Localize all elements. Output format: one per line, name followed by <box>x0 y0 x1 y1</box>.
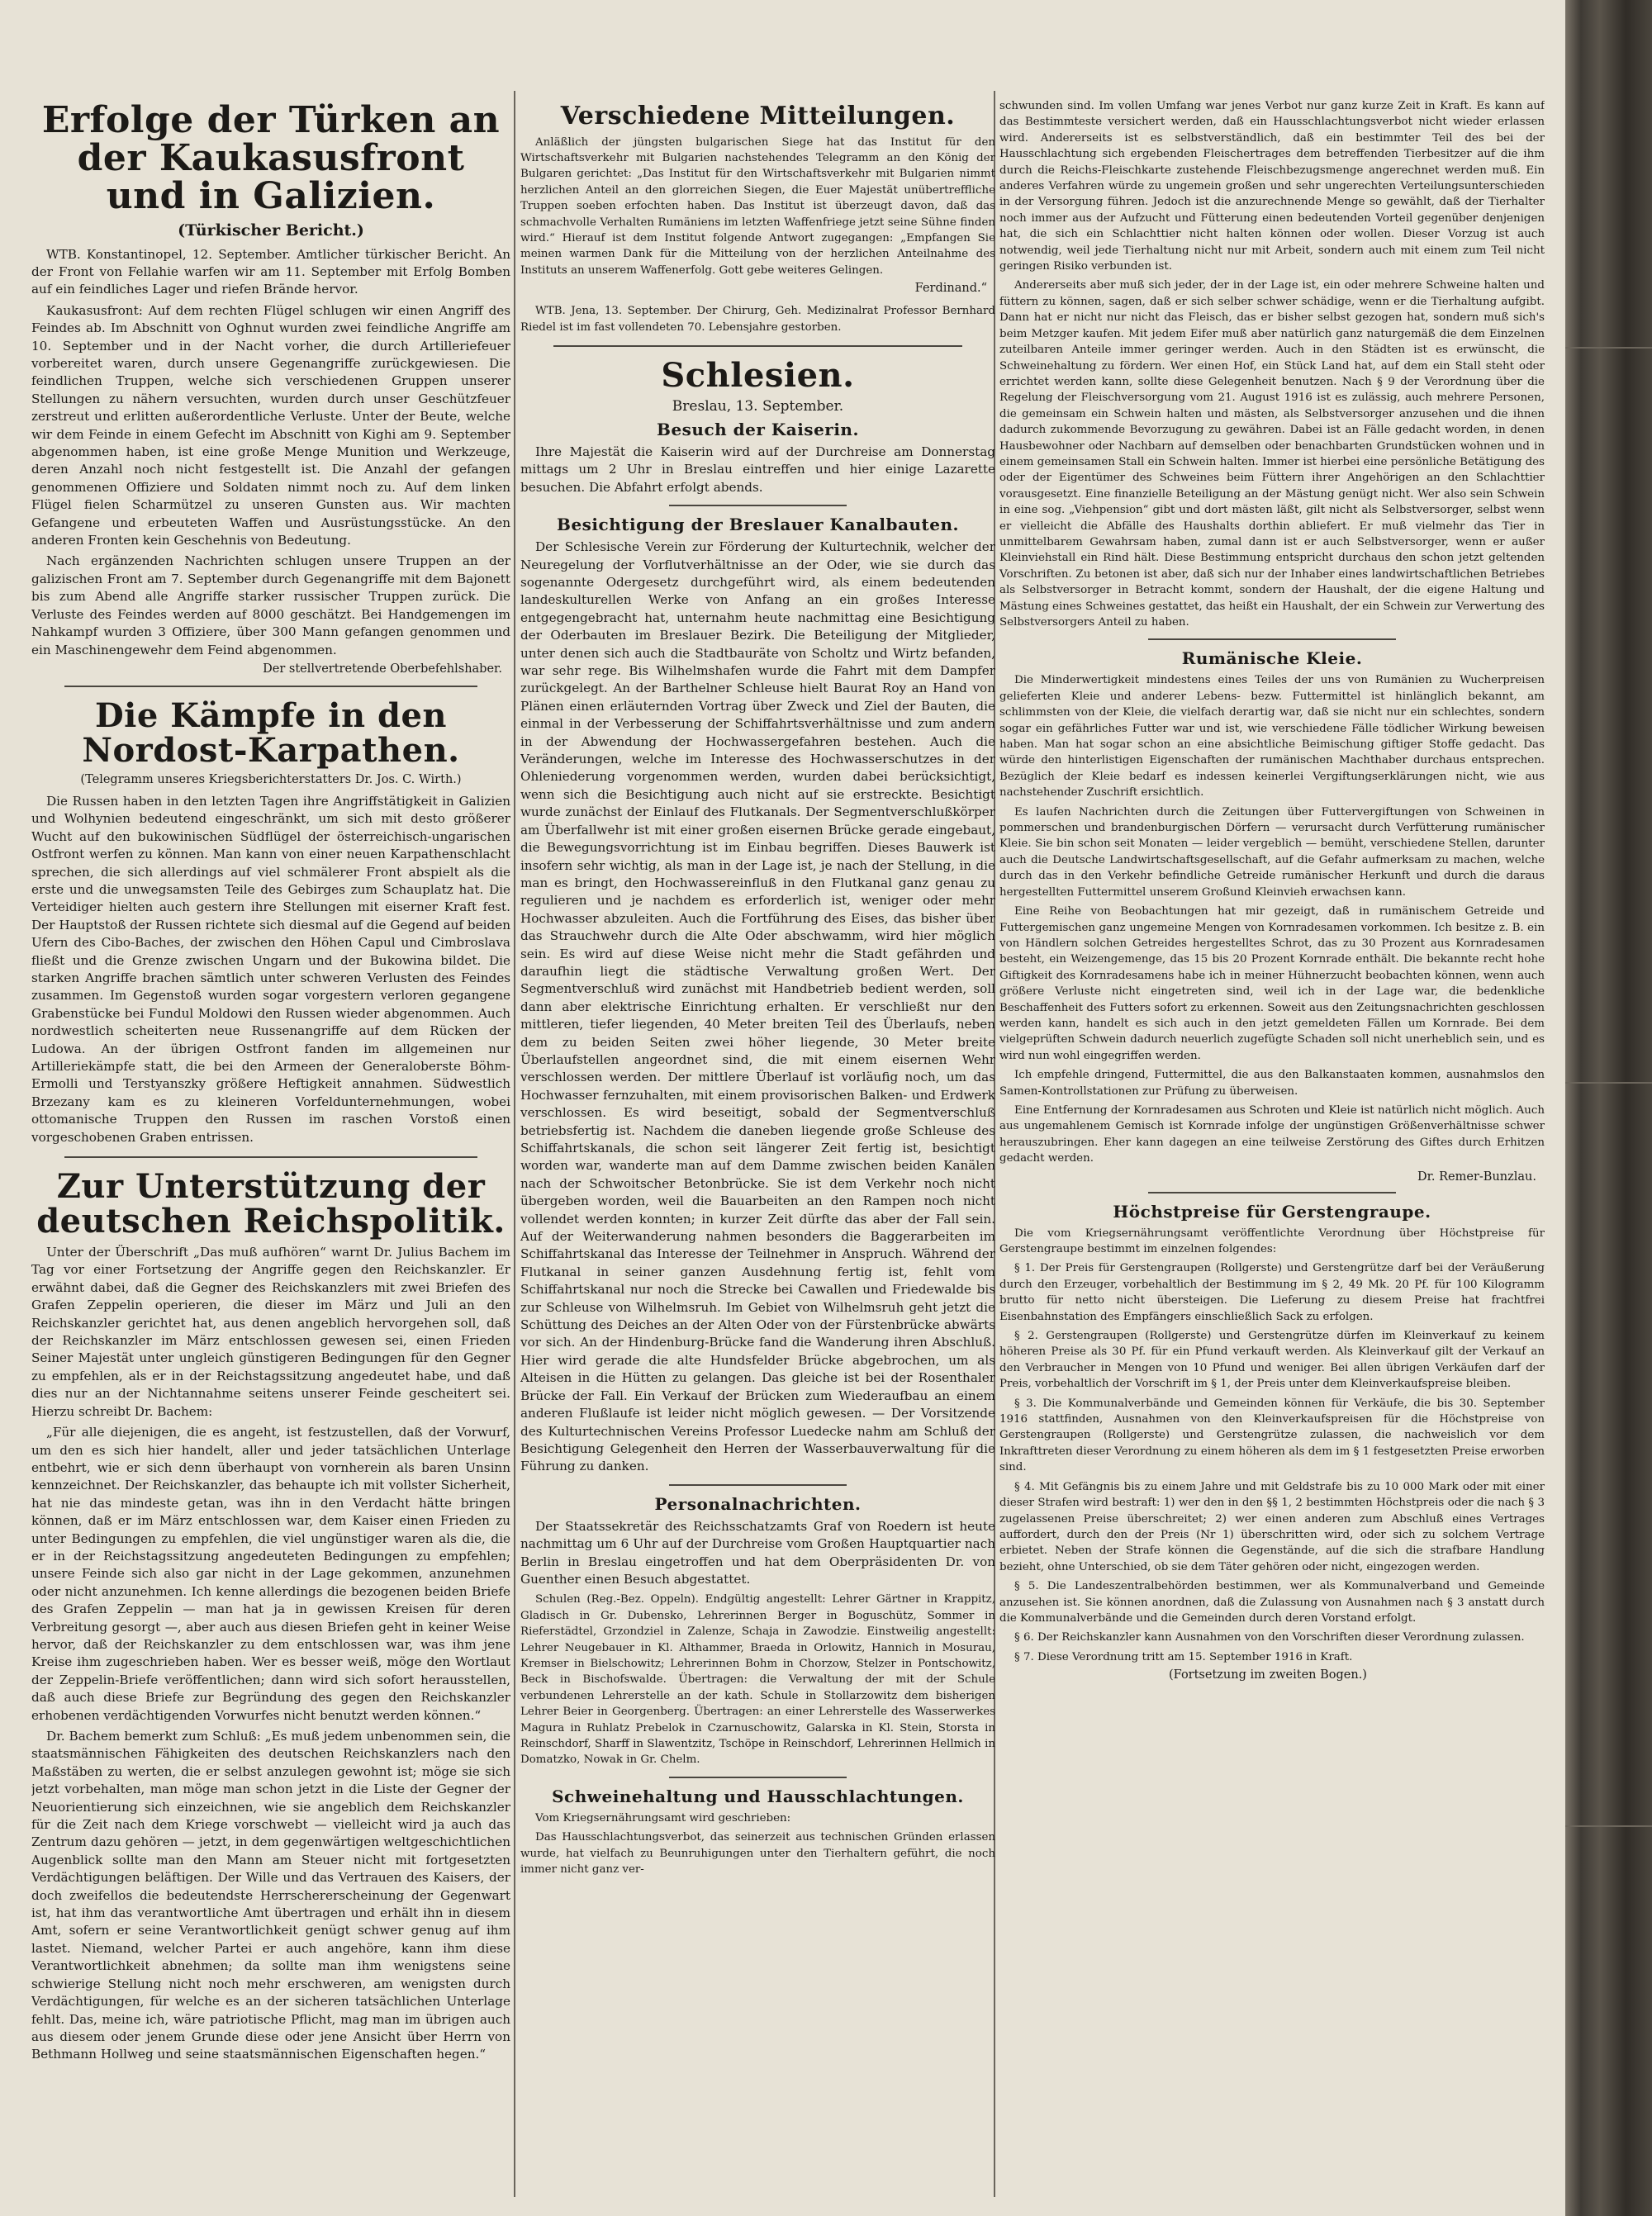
article-paragraph: Eine Reihe von Beobachtungen hat mir gezeigt, daß in rumänischem Getreide und Futtergemischen ganz ungemeine Mengen von Kornradesamen vorkommen. Ich besitze z. B. ein von Händlern solchen Getreides hergestelltes Schrot, das zu 30 Prozent aus Kornradesamen besteht, ein Weizengemenge, das 15 bis 20 Prozent Kornrade enthält. Die bekannte recht hohe Giftigkeit des Kornradesamens habe ich in meiner Hühnerzucht beobachten können, wenn auch größere Verluste nicht eingetreten sind, weil ich in der Lage war, die bedenkliche Beschaffenheit des Futters sofort zu erkennen. Soweit aus den Zeitungsnachrichten geschlossen werden kann, handelt es sich auch in den jetzt gemeldeten Fällen um Kornrade. Bei dem vielgeprüften Schwein dadurch neuerlich zugefügte Schaden soll nicht unerheblich sein, und es wird nun wohl eingegriffen werden. <box>999 905 1545 1062</box>
section-title: Verschiedene Mitteilungen. <box>560 102 956 130</box>
article-paragraph: Es laufen Nachrichten durch die Zeitungen über Futtervergiftungen von Schweinen in pommerschen und brandenburgischen Dörfern — verursacht durch Verfütterung rumänischer Kleie. Sie bin schon seit Monaten — leider vergeblich — bemüht, verschiedene Stellen, darunter auch die Deutsche Landwirtschaftsgesellschaft, auf die Gefahr aufmerksam zu machen, welche durch das in den Verkehr befindliche Getreide rumänischer Herkunft und durch die daraus hergestellten Futtermittel unserem Großund Kleinvieh erwachsen kann. <box>999 805 1545 899</box>
article-signature: Der stellvertretende Oberbefehlshaber. <box>263 662 502 676</box>
binding-stripe <box>1565 1825 1652 1827</box>
article-paragraph: § 5. Die Landeszentralbehörden bestimmen, wer als Kommunalverband und Gemeinde anzusehen ist. Sie können anordnen, daß die Zulassung von Ausnahmen nach § 3 anstatt durch die Kommunalverbände und die Gemeinden durch deren Vorstand erfolgt. <box>999 1580 1545 1625</box>
subsection-title: Besichtigung der Breslauer Kanalbauten. <box>557 515 959 535</box>
subsection-title: Schweinehaltung und Hausschlachtungen. <box>552 1786 964 1806</box>
article-paragraph: Ihre Majestät die Kaiserin wird auf der Durchreise am Donnerstag mittags um 2 Uhr in Breslau eintreffen und hier einige Lazarette besuchen. Die Abfahrt erfolgt abends. <box>520 444 995 495</box>
article-paragraph: § 3. Die Kommunalverbände und Gemeinden können für Verkäufe, die bis 30. September 1916 stattfinden, Ausnahmen von den Kleinverkaufspreisen für die Höchstpreise von Gerstengraupen (Rollgerste) und Gerstengrütze zulassen, die nachweislich vor dem Inkrafttreten dieser Verordnung zu einem höheren als dem im § 1 festgesetzten Preise erworben sind. <box>999 1397 1545 1474</box>
article-paragraph: Unter der Überschrift „Das muß aufhören“ warnt Dr. Julius Bachem im Tag vor einer Fortsetzung der Angriffe gegen den Reichskanzler. Er erwähnt dabei, daß die Gegner des Reichskanzlers mit zwei Briefen des Grafen Zeppelin operieren, die dieser im März und Juli an den Reichskanzler gerichtet hat, aus denen angeblich hervorgehen soll, daß der Reichskanzler im März entschlossen gewesen sei, einen Frieden Seiner Majestät unter ungleich günstigeren Bedingungen für den Gegner zu empfehlen, als er in der Reichstagssitzung angedeutet habe, und daß dies nur an der Nichtannahme seitens unserer Feinde gescheitert sei. Hierzu schreibt Dr. Bachem: <box>31 1245 510 1419</box>
subsection-title: Personalnachrichten. <box>654 1493 862 1514</box>
article-paragraph: Dr. Bachem bemerkt zum Schluß: „Es muß jedem unbenommen sein, die staatsmännischen Fähigkeiten des deutschen Reichskanzlers nach den Maßstäben zu werten, die er selbst anzulegen gewohnt ist; möge sie sich jetzt vorbehalten, man möge man schon jetzt in die Liste der Gegner der Neuorientierung sich einzeichnen, wie sie angeblich dem Reichskanzler für die Zeit nach dem Kriege vorschwebt — vielleicht wird ja auch das Zentrum dazu gehören — jetzt, in dem gegenwärtigen weltgeschichtlichen Augenblick sollte man den Mann am Steuer nicht mit fortgesetzten Verdächtigungen beläftigen. Der Wille und das Vertrauen des Kaisers, der doch zweifellos die bedeutendste Herrschererscheinung der Gegenwart ist, hat ihm das verantwortliche Amt übertragen und erhält ihn in diesem Amt, sofern er seine Verantwortlichkeit genügt schwer genug auf ihm lastet. Niemand, welcher Partei er auch angehöre, kann ihm diese Verantwortlichkeit abnehmen; da sollte man ihm wenigstens seine schwierige Stellung nicht noch mehr erschweren, am wenigsten durch Verdächtigungen, für welche es an der sicheren tatsächlichen Unterlage fehlt. Das, meine ich, wäre patriotische Pflicht, mag man im übrigen auch aus diesem oder jenem Grunde diese oder jene Ansicht über Herrn von Bethmann Hollweg und seine staatsmännischen Eigenschaften hegen.“ <box>31 1729 510 2062</box>
article-signature: Dr. Remer-Bunzlau. <box>1417 1170 1536 1184</box>
dateline: Breslau, 13. September. <box>672 397 844 415</box>
article-subtitle: (Türkischer Bericht.) <box>178 221 364 240</box>
article-paragraph: Die Minderwertigkeit mindestens eines Teiles der uns von Rumänien zu Wucherpreisen gelieferten Kleie und anderer Lebens- bezw. Futtermittel ist hinlänglich bekannt, am schlimmsten von der Kleie, die vielfach derartig war, daß sie nicht nur ein schlechtes, sondern sogar ein gefährliches Futter war und ist, wie verschiedene Fälle tödlicher Wirkung beweisen haben. Man hat sogar schon an eine absichtliche Beimischung giftiger Stoffe gedacht. Das würde den hinterlistigen Eigenschaften der rumänischen Machthaber durchaus entsprechen. Bezüglich der Kleie bedarf es indessen keinerlei Vergiftungserklärungen nicht, wie aus nachstehender Zuschrift ersichtlich. <box>999 674 1545 800</box>
article-paragraph: Das Hausschlachtungsverbot, das seinerzeit aus technischen Gründen erlassen wurde, hat vielfach zu Beunruhigungen unter den Tierhaltern geführt, die noch immer nicht ganz ver- <box>520 1831 995 1877</box>
article-separator <box>669 1777 847 1778</box>
article-signature: Ferdinand.“ <box>914 282 987 296</box>
article-paragraph: Schulen (Reg.-Bez. Oppeln). Endgültig angestellt: Lehrer Gärtner in Krappitz, Gladisch in Gr. Dubensko, Lehrerinnen Berger in Boguschütz, Sommer in Rieferstädtel, Grzondziel in Zalenze, Schaja in Zawodzie. Einstweilig angestellt: Lehrer Neugebauer in Kl. Althammer, Braeda in Orlowitz, Hannich in Mosurau, Kremser in Bielschowitz; Lehrerinnen Bohm in Chorzow, Stelzer in Pontschowitz, Beck in Bischofswalde. Übertragen: die Verwaltung der mit der Schule verbundenen Lehrerstelle an der kath. Schule in Stollarzowitz dem bisherigen Lehrer Beier in Georgenberg. Übertragen: an einer Lehrerstelle des Wasserwerkes Magura in Ruhlatz Prebelok in Czarnuschowitz, Galarska in Kl. Stein, Storsta in Reinschdorf, Sharff in Slawentzitz, Tschöpe in Reinschdorf, Lehrerinnen Hellmich in Domatzko, Nowak in Gr. Chelm. <box>520 1593 995 1767</box>
article-paragraph: § 7. Diese Verordnung tritt am 15. September 1916 in Kraft. <box>1014 1650 1353 1663</box>
column-3 <box>999 87 1545 1690</box>
column-2 <box>520 87 995 1881</box>
article-separator <box>1148 638 1396 640</box>
binding-stripe <box>1565 1082 1652 1084</box>
article-paragraph: § 2. Gerstengraupen (Rollgerste) und Gerstengrütze dürfen im Kleinverkauf zu keinem höheren Preise als 30 Pf. für ein Pfund verkauft werden. Als Kleinverkauf gilt der Verkauf an den Verbraucher in Mengen von 10 Pfund und weniger. Bei allen übrigen Verkäufen darf der Preis, vorbehaltlich der Vorschrift im § 1, der Preis unter dem Kleinverkaufspreise bleiben. <box>999 1330 1545 1391</box>
article-paragraph: Nach ergänzenden Nachrichten schlugen unsere Truppen an der galizischen Front am 7. September durch Gegenangriffe mit dem Bajonett bis zum Abend alle Angriffe starker russischer Truppen zurück. Die Verluste des Feindes werden auf 8000 geschätzt. Bei Handgemengen im Nahkampf wurden 3 Offiziere, über 300 Mann gefangen genommen und ein Maschinengewehr dem Feind abgenommen. <box>31 553 510 657</box>
article-paragraph: Eine Entfernung der Kornradesamen aus Schroten und Kleie ist natürlich nicht möglich. Auch aus ungemahlenem Gemisch ist Kornrade infolge der ungünstigen Größenverhältnisse schwer herauszubringen. Eher kann dagegen an eine teilweise Zerstörung des Giftes durch Erhitzen gedacht werden. <box>999 1103 1545 1165</box>
article-paragraph: Andererseits aber muß sich jeder, der in der Lage ist, ein oder mehrere Schweine halten und füttern zu können, sagen, daß er sich selber schwer schädige, wenn er die Tierhaltung aufgibt. Dann hat er nicht nur nicht das Fleisch, das er bisher selbst gezogen hat, sondern muß sich's beim Metzger kaufen. Mit jedem Eifer muß aber natürlich ganz naturgemäß die dem Einzelnen zuteilbaren Anteile immer geringer werden. Auch in den Städten ist es erwünscht, die Schweinehaltung zu fördern. Wer einen Hof, ein Stück Land hat, auf dem ein Stall steht oder errichtet werden kann, sollte diese Gelegenheit benutzen. Nach § 9 der Verordnung über die Regelung der Fleischversorgung vom 21. August 1916 ist es zulässig, auch mehrere Personen, die gemeinsam ein Schwein halten und mästen, als Selbstversorger anzusehen und die ihnen dadurch zukommende Bevorzugung zu gewähren. Dabei ist an Fälle gedacht worden, in denen Hausbewohner oder Nachbarn auf demselben oder benachbarten Grundstücken wohnen und in einem gemeinsamen Stall ein Schwein halten. Immer ist hierbei eine persönliche Betätigung des oder der Eigentümer des Schweines beim Füttern ihrer Angehörigen an den Schlachttier vorausgesetzt. Eine finanzielle Beteiligung an der Mästung genügt nicht. Wer also sein Schwein in eine sog. „Viehpension“ gibt und dort mästen läßt, gilt nicht als Selbstversorger, selbst wenn er vielleicht die Abfälle des Haushalts dorthin abliefert. Er muß vielmehr das Tier in unmittelbarem Gewahrsam haben, zumal dann ist er auch Selbstversorger, wenn er außer Kleinviehstall ein Rind hält. Diese Bestimmung entspricht durchaus den schon jetzt geltenden Vorschriften. Zu betonen ist aber, daß sich nur der Inhaber eines landwirtschaftlichen Betriebes als Selbstversorger in Betracht kommt, sondern der Haushalt, der die eigene Haltung und Mästung eines Schweines gestattet, das heißt ein Haushalt, der ein Schwein zur Verwertung des Selbstversorgers Anteil zu haben. <box>999 279 1545 629</box>
article-paragraph: Der Staatssekretär des Reichsschatzamts Graf von Roedern ist heute nachmittag um 6 Uhr auf der Durchreise vom Großen Hauptquartier nach Berlin in Breslau eingetroffen und hat dem Oberpräsidenten Dr. von Guenther einen Besuch abgestattet. <box>520 1518 995 1587</box>
continuation-note: (Fortsetzung im zweiten Bogen.) <box>1169 1668 1367 1682</box>
article-paragraph: Ich empfehle dringend, Futtermittel, die aus den Balkanstaaten kommen, ausnahmslos den Samen-Kontrollstationen zur Prüfung zu überweisen. <box>999 1069 1545 1098</box>
section-title: Schlesien. <box>661 355 855 395</box>
article-paragraph: Anläßlich der jüngsten bulgarischen Siege hat das Institut für den Wirtschaftsverkehr mit Bulgarien nachstehendes Telegramm an den König der Bulgaren gerichtet: „Das Institut für den Wirtschaftsverkehr mit Bulgarien nimmt herzlichen Anteil an den glorreichen Siegen, die Euer Majestät unübertreffliche Truppen soeben erfochten haben. Das Institut ist überzeugt davon, daß das schmachvolle Verhalten Rumäniens im letzten Waffenfriege jetzt seine Sühne finden wird.“ Hierauf ist dem Institut folgende Antwort zugegangen: „Empfangen Sie meinen warmen Dank für die Mitteilung von der herzlichen Anteilnahme des Instituts an unserem Waffenerfolg. Gott gebe weiteres Gelingen. <box>520 135 995 277</box>
article-paragraph: Die vom Kriegsernährungsamt veröffentlichte Verordnung über Höchstpreise für Gerstengraupe bestimmt im einzelnen folgendes: <box>999 1227 1545 1255</box>
article-separator <box>1148 1192 1396 1193</box>
article-paragraph: § 4. Mit Gefängnis bis zu einem Jahre und mit Geldstrafe bis zu 10 000 Mark oder mit einer dieser Strafen wird bestraft: 1) wer den in den §§ 1, 2 bestimmten Höchstpreis oder die nach § 3 zugelassenen Preise überschreitet; 2) wer einen anderen zum Abschluß eines Vertrages auffordert, durch den der Preis (Nr 1) überschritten wird, oder sich zu solchem Vertrage erbietet. Neben der Strafe können die Gegenstände, auf die sich die strafbare Handlung bezieht, ohne Unterschied, ob sie dem Täter gehören oder nicht, eingezogen werden. <box>999 1480 1545 1573</box>
article-separator <box>669 505 847 506</box>
article-title: Zur Unterstützung der deutschen Reichspolitik. <box>36 1167 506 1241</box>
article-paragraph: Kaukasusfront: Auf dem rechten Flügel schlugen wir einen Angriff des Feindes ab. Im Abschnitt von Oghnut wurden zwei feindliche Angriffe am 10. September und in der Nacht vorher, die durch Artilleriefeuer vorbereitet waren, durch unsere Gegenangriffe zurückgewiesen. Die feindlichen Truppen, welche sich verschiedenen Gruppen unserer Stellungen zu nähern versuchten, wurden durch unser Geschützfeuer zerstreut und erlitten außerordentliche Verluste. Unter der Beute, welche wir dem Feinde in einem Gefecht im Abschnitt von Kighi am 9. September abgenommen haben, ist eine große Menge Munition und Werkzeuge, deren Anzahl noch nicht festgestellt ist. Die Anzahl der gefangen genommenen Offiziere und Soldaten nimmt noch zu. Auf dem linken Flügel fielen Scharmützel zu unseren Gunsten aus. Wir machten Gefangene und erbeuteten Waffen und Ausrüstungsstücke. An den anderen Fronten kein Geschehnis von Bedeutung. <box>31 302 510 548</box>
book-binding <box>1565 0 1652 2216</box>
article-paragraph: § 6. Der Reichskanzler kann Ausnahmen von den Vorschriften dieser Verordnung zulassen. <box>1014 1631 1525 1644</box>
article-paragraph: § 1. Der Preis für Gerstengraupen (Rollgerste) und Gerstengrütze darf bei der Veräußerung durch den Erzeuger, vorbehaltlich der Bestimmung im § 2, 49 Mk. 20 Pf. für 100 Kilogramm brutto für netto nicht übersteigen. Die Lieferung zu diesem Preise hat frachtfrei Eisenbahnstation des Empfängers einschließlich Sack zu erfolgen. <box>999 1262 1545 1323</box>
binding-stripe <box>1565 347 1652 349</box>
subsection-title: Höchstpreise für Gerstengraupe. <box>1113 1201 1431 1222</box>
article-title: Die Kämpfe in den Nordost-Karpathen. <box>82 695 460 770</box>
article-separator <box>64 1156 477 1158</box>
article-separator <box>64 686 477 687</box>
subsection-title: Besuch der Kaiserin. <box>657 419 859 439</box>
article-paragraph: „Für alle diejenigen, die es angeht, ist festzustellen, daß der Vorwurf, um den es sich hier handelt, aller und jeder tatsächlichen Unterlage entbehrt, wie er sich denn überhaupt von vornherein als baren Unsinn kennzeichnet. Der Reichskanzler, das behaupte ich mit vollster Sicherheit, hat nie das mindeste getan, was ihn in den Verdacht hätte bringen können, daß er im März entschlossen war, dem Kaiser einen Frieden zu unter Bedingungen zu empfehlen, die viel ungünstiger waren als die, die er in der Reichstagssitzung angedeuteten Bedingungen zu empfehlen; unsere Feinde sich also gar nicht in der Lage gekommen, anzunehmen oder nicht anzunehmen. Ich kenne allerdings die bezogenen beiden Briefe des Grafen Zeppelin — man hat ja in gewissen Kreisen für deren Verbreitung gesorgt —, aber auch aus diesen Briefen geht in keiner Weise hervor, daß der Reichskanzler zu dem entschlossen war, was ihm jene Kreise ihm zugeschrieben haben. Wer es besser weiß, möge den Wortlaut der Zeppelin-Briefe veröffentlichen; dann wird sich sofort herausstellen, daß auch diese Briefe zur Begründung des gegen den Reichskanzler erhobenen verdächtigenden Vorwurfes nicht benutzt werden können.“ <box>31 1425 510 1723</box>
article-paragraph: WTB. Konstantinopel, 12. September. Amtlicher türkischer Bericht. An der Front von Fellahie warfen wir am 11. September mit Erfolg Bomben auf ein feindliches Lager und riefen Brände hervor. <box>31 246 510 297</box>
column-rule <box>514 91 515 2197</box>
article-subtitle: (Telegramm unseres Kriegsberichterstatters Dr. Jos. C. Wirth.) <box>80 772 462 786</box>
article-paragraph: Vom Kriegsernährungsamt wird geschrieben: <box>535 1811 791 1825</box>
column-1 <box>31 87 510 2067</box>
article-paragraph: WTB. Jena, 13. September. Der Chirurg, Geh. Medizinalrat Professor Bernhard Riedel ist im fast vollendeten 70. Lebensjahre gestorben. <box>520 305 995 334</box>
article-paragraph: schwunden sind. Im vollen Umfang war jenes Verbot nur ganz kurze Zeit in Kraft. Es kann auf das Bestimmteste versichert werden, daß ein Hausschlachtungsverbot nicht wieder erlassen wird. Andererseits ist es selbstverständlich, daß ein bestimmter Teil des bei der Hausschlachtung sich ergebenden Fleischertrages dem betreffenden Tierbesitzer auf die ihm durch die Reichs-Fleischkarte zustehende Fleischbezugsmenge angerechnet werden muß. Ein anderes Verfahren würde zu ungemein großen und sehr ungerechten Verteilungsunterschieden in der Versorgung führen. Jedoch ist die anzurechnende Menge so gewählt, daß der Tierhalter noch immer aus der Aufzucht und Fütterung einen bedeutenden Vorteil gegenüber denjenigen hat, die sich ein Schlachttier nicht halten können oder wollen. Dieser Vorzug ist auch notwendig, weil jede Tierhaltung nicht nur mit Arbeit, sondern auch mit einem zum Teil nicht geringen Risiko verbunden ist. <box>999 100 1545 273</box>
article-title: Erfolge der Türken an der Kaukasusfront und in Galizien. <box>41 99 501 218</box>
article-paragraph: Die Russen haben in den letzten Tagen ihre Angriffstätigkeit in Galizien und Wolhynien bedeutend eingeschränkt, um sich mit desto größerer Wucht auf den bukowinischen Südflügel der österreichisch-ungarischen Ostfront werfen zu können. Man kann von einer neuen Karpathenschlacht sprechen, die sich allerdings auf viel schmälerer Front abspielt als die erste und die unwegsamsten Teile des Gebirges zum Schauplatz hat. Die Verteidiger hielten auch gestern ihre Stellungen mit eiserner Kraft fest. Der Hauptstoß der Russen richtete sich diesmal auf die Gegend auf beiden Ufern des Cibo-Baches, der zwischen den Höhen Capul und Cimbroslava fließt und die Grenze zwischen Ungarn und der Bukowina bildet. Die starken Angriffe brachen sämtlich unter schweren Verlusten des Feindes zusammen. Im Gegenstoß wurden sogar vorgestern verloren gegangene Grabenstücke bei Fundul Moldowi den Russen wieder abgenommen. Auch nordwestlich scheiterten neue Russenangriffe auf dem Rücken der Ludowa. An der übrigen Ostfront fanden im allgemeinen nur Artilleriekämpfe statt, die bei den Armeen der Generaloberste Böhm-Ermolli und Terstyanszky größere Heftigkeit annahmen. Südwestlich Brzezany kam es zu kleineren Vorfeldunternehmungen, wobei ottomanische Truppen den Russen im raschen Vorstoß einen vorgeschobenen Graben entrissen. <box>31 793 510 1145</box>
subsection-title: Rumänische Kleie. <box>1181 648 1363 669</box>
article-paragraph: Der Schlesische Verein zur Förderung der Kulturtechnik, welcher der Neuregelung der Vorflutverhältnisse an der Oder, wie sie durch das sogenannte Odergesetz durchgeführt wird, als einem bedeutenden landeskulturellen Werke von Anfang an ein großes Interesse entgegengebracht hat, unternahm heute nachmittag eine Besichtigung der Oderbauten im Breslauer Bezirk. Die Beteiligung der Mitglieder, unter denen sich auch die Stadtbauräte von Scholtz und Wirtz befanden, war sehr rege. Bis Wilhelmshafen wurde die Fahrt mit dem Dampfer zurückgelegt. An der Barthelner Schleuse hielt Baurat Roy an Hand von Plänen einen erläuternden Vortrag über Zweck und Ziel der Bauten, die einmal in der Verbesserung der Schiffahrtsverhältnisse und zum andern in der Abwendung der Hochwassergefahren bestehen. Auch die Veränderungen, welche im Interesse des Hochwasserschutzes in der Ohleniederung vorgenommen werden, wurden dabei berücksichtigt, wenn sich die Besichtigung auch nicht auf sie erstreckte. Besichtigt wurde zunächst der Einlauf des Flutkanals. Der Segmentverschlußkörper am Überfallwehr ist mit einer großen eisernen Brücke gerade eingebaut, die Bewegungsvorrichtung ist im Einbau begriffen. Dieses Bauwerk ist insofern sehr wichtig, als man in der Lage ist, je nach der Stellung, in die man es bringt, den Hochwassereinfluß in den Flutkanal ganz genau zu regulieren und je nachdem es erforderlich ist, weniger oder mehr Hochwasser abzuleiten. Auch die Fortführung des Eises, das bisher über das Strauchwehr durch die Alte Oder abschwamm, wird hier möglich sein. Es wird auf diese Weise nicht mehr die Stadt gefährden und daraufhin liegt die städtische Verwaltung großen Wert. Der Segmentverschluß wird zunächst mit Handbetrieb bedient werden, soll dann aber elektrische Einrichtung erhalten. Er verschließt nur den mittleren, tiefer liegenden, 40 Meter breiten Teil des Überlaufs, neben dem zu beiden Seiten zwei höher liegende, 30 Meter breite Überlaufstellen angeordnet sind, die mit einem eisernen Wehr verschlossen werden. Der mittlere Überlauf ist vorläufig noch, um das Hochwasser fernzuhalten, mit einem provisorischen Balken- und Erdwerk verschlossen. Es wird beseitigt, sobald der Segmentverschluß betriebsfertig ist. Nachdem die daneben liegende große Schleuse des Schiffahrtskanals, die schon seit längerer Zeit fertig ist, besichtigt worden war, wanderte man auf dem Damme zwischen beiden Kanälen nach der Schwoitscher Betonbrücke. Sie ist dem Verkehr noch nicht übergeben worden, weil die Bauarbeiten an den Rampen noch nicht vollendet werden konnten; in kurzer Zeit dürfte das aber der Fall sein. Auf der Weiterwanderung nahmen besonders die Baggerarbeiten im Schiffahrtskanal das Interesse der Teilnehmer in Anspruch. Während der Flutkanal in seiner ganzen Ausdehnung fertig ist, fehlt vom Schiffahrtskanal nur noch die Strecke bei Cawallen und Friedewalde bis zur Schleuse von Wilhelmsruh. Im Gebiet von Wilhelmsruh geht jetzt die Schüttung des Deiches an der Alten Oder von der Fürstenbrücke abwärts vor sich. An der Hindenburg-Brücke fand die Wanderung ihren Abschluß. Hier wird gerade die alte Hundsfelder Brücke abgebrochen, um als Alteisen in die Hütten zu gelangen. Das gleiche ist bei der Rosenthaler Brücke der Fall. Ein Verkauf der Brücken zum Wiederaufbau an einem anderen Flußlaufe ist leider nicht möglich gewesen. — Der Vorsitzende des Kulturtechnischen Vereins Professor Luedecke nahm am Schluß der Besichtigung Gelegenheit den Herren der Wasserbauverwaltung für die Führung zu danken. <box>520 539 995 1474</box>
article-separator <box>669 1484 847 1486</box>
article-separator <box>553 345 962 347</box>
